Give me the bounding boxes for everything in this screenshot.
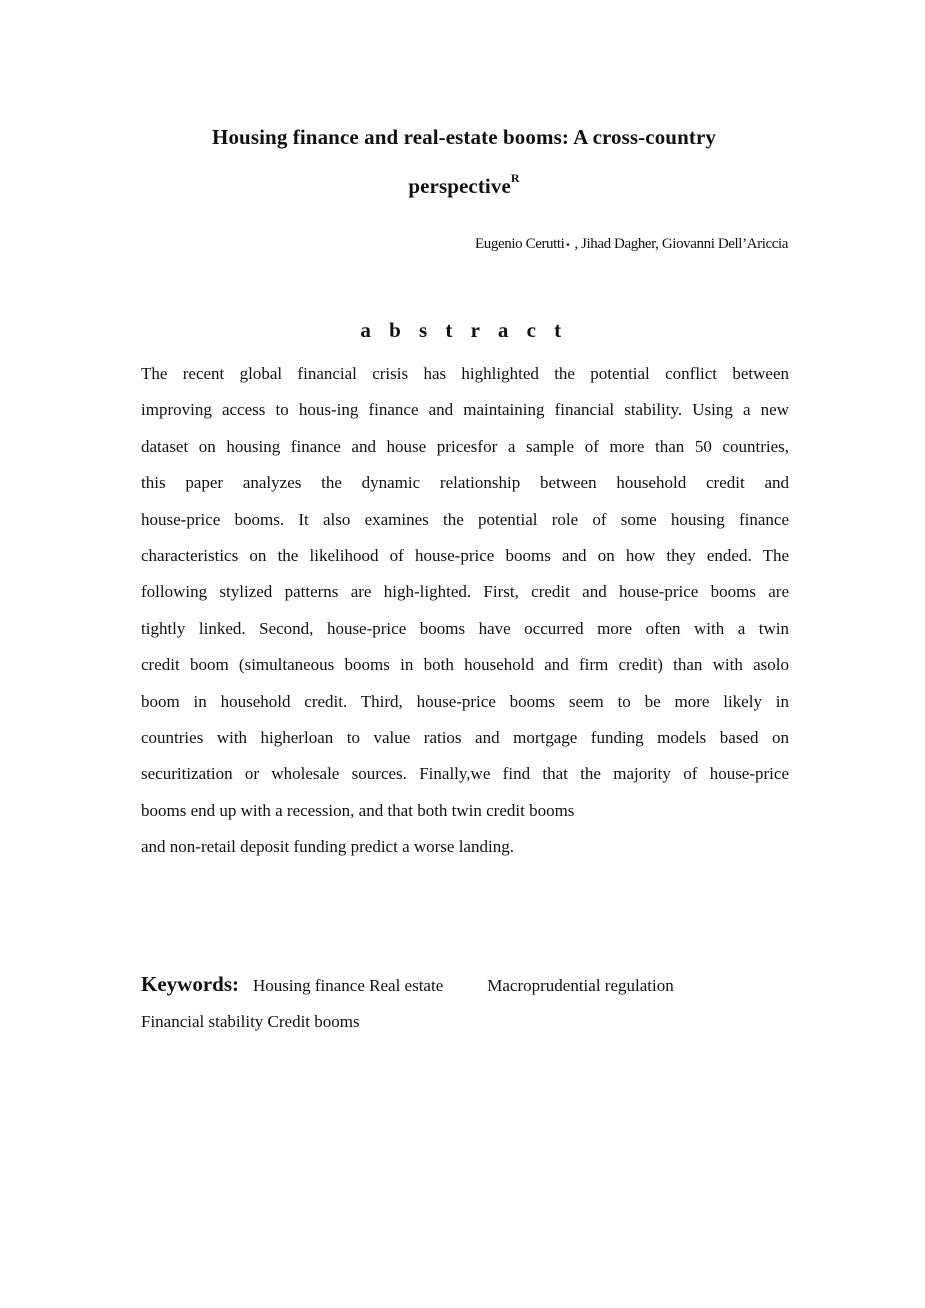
author-name: Eugenio Cerutti xyxy=(475,236,565,252)
abstract-line: characteristics on the likelihood of house-price booms and on how they ended. The xyxy=(141,545,789,565)
coauthor-names: , Jihad Dagher, Giovanni Dell’Ariccia xyxy=(574,236,788,252)
abstract-line: securitization or wholesale sources. Finally,we find that the majority of house-price xyxy=(141,764,789,784)
title-footnote-marker[interactable]: R xyxy=(510,171,520,185)
abstract-line: credit boom (simultaneous booms in both household and firm credit) than with asolo xyxy=(141,655,789,675)
abstract-line: The recent global financial crisis has highlighted the potential conflict between xyxy=(141,364,789,383)
paper-title-line-2 xyxy=(140,171,788,199)
corresponding-author-star-icon[interactable]: ⋆ xyxy=(564,239,571,251)
abstract-line: countries with higherloan to value ratios and mortgage funding models based on xyxy=(141,727,789,747)
abstract-line: dataset on housing finance and house pricesfor a sample of more than 50 countries, xyxy=(141,436,789,456)
abstract-line: house-price booms. It also examines the potential role of some housing finance xyxy=(141,509,789,529)
keywords-label: Keywords: xyxy=(141,972,239,996)
abstract-body xyxy=(141,356,789,865)
abstract-line: following stylized patterns are high-lighted. First, credit and house-price booms are xyxy=(141,582,789,602)
abstract-line: boom in household credit. Third, house-price booms seem to be more likely in xyxy=(141,691,789,711)
keywords-section xyxy=(141,972,789,997)
abstract-heading: a b s t r a c t xyxy=(360,318,568,342)
keyword-group-3: Financial stability Credit booms xyxy=(141,1012,360,1031)
abstract-line: and non-retail deposit funding predict a worse landing. xyxy=(141,837,514,857)
abstract-line: tightly linked. Second, house-price booms have occurred more often with a twin xyxy=(141,618,789,638)
abstract-line: improving access to hous-ing finance and maintaining financial stability. Using a new xyxy=(141,400,789,420)
paper-title-line-1: Housing finance and real-estate booms: A cross-country xyxy=(212,125,716,149)
abstract-line: this paper analyzes the dynamic relationship between household credit and xyxy=(141,473,789,493)
keyword-group-1: Housing finance Real estate xyxy=(253,976,444,995)
author-list xyxy=(475,236,788,253)
keyword-group-2: Macroprudential regulation xyxy=(487,976,674,995)
abstract-line: booms end up with a recession, and that both twin credit booms xyxy=(141,800,575,820)
paper-title-word: perspective xyxy=(408,174,511,198)
